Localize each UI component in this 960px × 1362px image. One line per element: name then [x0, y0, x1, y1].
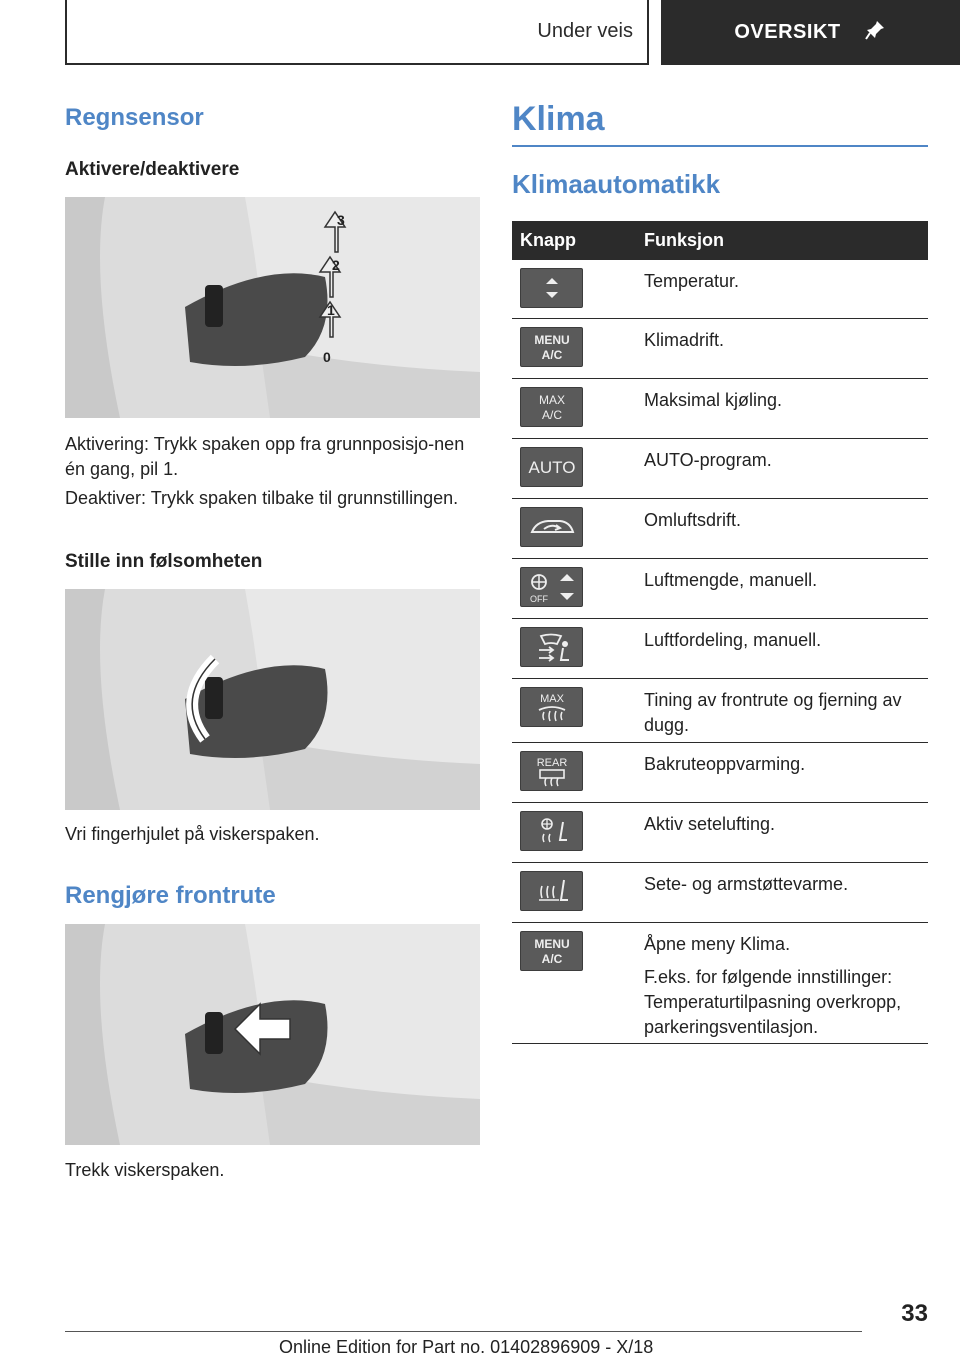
table-row — [512, 863, 928, 923]
menu-ac-icon — [520, 327, 583, 367]
off-label: OFF — [529, 594, 548, 604]
menu-ac-icon — [520, 931, 583, 971]
menu-label: MENU — [533, 333, 570, 347]
arrow-label: 0 — [323, 349, 331, 365]
sensitivity-text: Vri fingerhjulet på viskerspaken. — [65, 824, 320, 844]
row-text: Luftmengde, manuell. — [644, 570, 818, 590]
table-row — [512, 619, 928, 679]
row-subtext: F.eks. for følgende innstillinger: Temperaturtilpasning overkropp, parkeringsventilasjon. — [644, 967, 902, 1037]
max-ac-icon — [520, 387, 583, 427]
fan-off-icon — [520, 567, 583, 607]
table-row — [512, 379, 928, 439]
wiper-lever-pull-photo — [65, 924, 480, 1145]
row-text: Aktiv setelufting. — [644, 814, 776, 834]
row-text: Sete- og armstøttevarme. — [644, 874, 849, 894]
wiper-lever-wheel-photo — [65, 589, 480, 810]
ac-label: A/C — [541, 952, 562, 966]
clean-text: Trekk viskerspaken. — [65, 1160, 225, 1180]
max-defrost-icon — [520, 687, 583, 727]
row-text: Klimadrift. — [644, 330, 725, 350]
row-text: Åpne meny Klima. — [644, 934, 791, 954]
table-row — [512, 803, 928, 863]
ac-label: A/C — [541, 408, 562, 422]
air-distribution-icon — [520, 627, 583, 667]
auto-climate-heading: Klimaautomatikk — [512, 169, 721, 199]
arrow-label: 3 — [337, 212, 345, 228]
footer-rule — [65, 1331, 862, 1332]
seat-heating-icon — [520, 871, 583, 911]
table-row — [512, 499, 928, 559]
seat-ventilation-icon — [520, 811, 583, 851]
rear-defrost-icon — [520, 751, 583, 791]
climate-button-table — [512, 221, 928, 1044]
climate-heading: Klima — [512, 100, 605, 138]
activate-text: Aktivering: Trykk spaken opp fra grunnposisjo-nen én gang, pil 1. — [65, 434, 465, 479]
row-text: Bakruteoppvarming. — [644, 754, 806, 774]
row-text: Omluftsdrift. — [644, 510, 742, 530]
row-text: Tining av frontrute og fjerning av dugg. — [644, 690, 902, 735]
header-button: Knapp — [520, 230, 576, 250]
max-label: MAX — [538, 393, 565, 407]
max-label: MAX — [539, 693, 564, 705]
row-text: Temperatur. — [644, 271, 740, 291]
rear-label: REAR — [536, 757, 567, 769]
table-row — [512, 559, 928, 619]
header-function: Funksjon — [644, 230, 724, 250]
ac-label: A/C — [541, 348, 562, 362]
arrow-label: 1 — [327, 302, 335, 318]
table-row — [512, 743, 928, 803]
activate-subheading: Aktivere/deaktivere — [65, 159, 240, 180]
auto-icon — [520, 447, 583, 487]
row-text: Maksimal kjøling. — [644, 390, 783, 410]
edition-text: Online Edition for Part no. 01402896909 - X/18 — [279, 1337, 654, 1357]
heading-rule — [512, 145, 928, 147]
rain-sensor-heading: Regnsensor — [65, 104, 204, 131]
table-row — [512, 679, 928, 743]
clean-heading: Rengjøre frontrute — [65, 882, 276, 909]
row-text: Luftfordeling, manuell. — [644, 630, 822, 650]
wiper-lever-push-photo — [65, 197, 480, 418]
recirculation-icon — [520, 507, 583, 547]
car-pin-icon — [863, 18, 887, 48]
table-row — [512, 439, 928, 499]
menu-label: MENU — [533, 937, 570, 951]
section-tab[interactable] — [65, 0, 649, 65]
table-header — [512, 221, 928, 260]
sensitivity-subheading: Stille inn følsomheten — [65, 551, 263, 572]
temperature-arrows-icon — [520, 268, 583, 308]
overview-tab[interactable] — [661, 0, 960, 65]
auto-label: AUTO — [528, 458, 575, 477]
deactivate-text: Deaktiver: Trykk spaken tilbake til grunnstillingen. — [65, 488, 459, 508]
table-row — [512, 923, 928, 1044]
overview-tab-label: OVERSIKT — [734, 21, 841, 43]
table-row — [512, 319, 928, 379]
section-tab-label: Under veis — [537, 20, 633, 42]
table-row — [512, 260, 928, 319]
arrow-label: 2 — [332, 257, 340, 273]
page-number: 33 — [901, 1300, 928, 1327]
row-text: AUTO-program. — [644, 450, 772, 470]
